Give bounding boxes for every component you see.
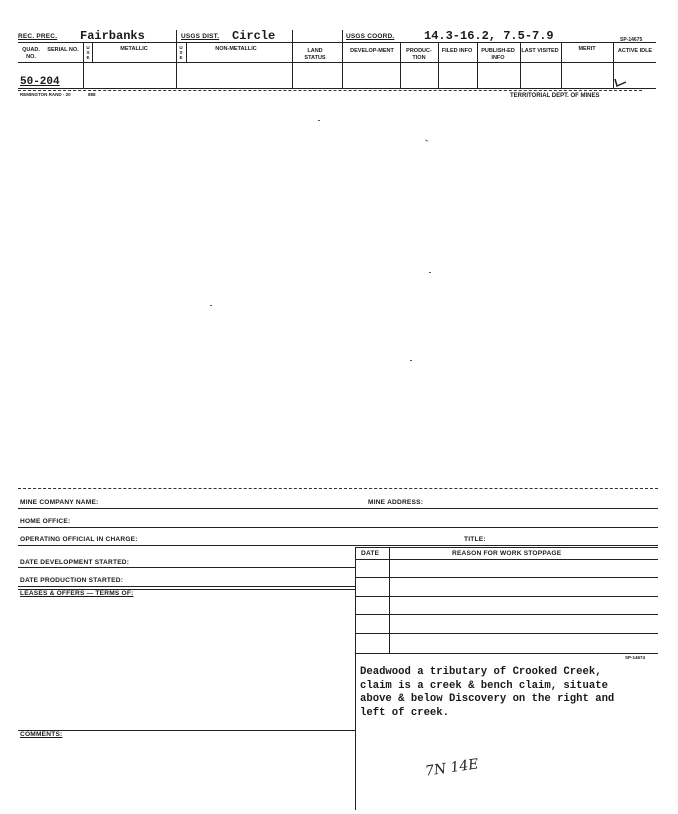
title-label: TITLE:: [464, 536, 486, 543]
operating-official-label: OPERATING OFFICIAL IN CHARGE:: [20, 536, 138, 543]
reason-column-header: REASON FOR WORK STOPPAGE: [452, 550, 562, 557]
date-production-started-label: DATE PRODUCTION STARTED:: [20, 577, 124, 584]
leases-offers-label: LEASES & OFFERS — TERMS OF:: [20, 590, 134, 597]
note-line: left of creek.: [360, 706, 450, 719]
mine-company-name-label: MINE COMPANY NAME:: [20, 499, 99, 506]
scan-speck: [410, 360, 412, 361]
comments-label: COMMENTS:: [20, 731, 63, 738]
col-filed-info: FILED INFO: [441, 48, 473, 54]
usgs-dist-label: USGS DIST.: [181, 33, 220, 40]
note-line: claim is a creek & bench claim, situate: [360, 679, 608, 692]
handwritten-mark: 7N 14E: [424, 756, 480, 780]
col-quad-no: QUAD. NO.: [22, 47, 40, 60]
rec-prec-label: REC. PREC.: [18, 33, 58, 40]
scan-speck: [429, 272, 431, 273]
form-number: SP-14675: [620, 37, 643, 43]
date-column-header: DATE: [361, 550, 380, 557]
printer-code: 888: [88, 92, 96, 97]
note-line: above & below Discovery on the right and: [360, 693, 615, 705]
quad-serial-value: 50-204: [20, 76, 60, 88]
scan-speck: [210, 305, 212, 306]
col-serial-no: SERIAL NO.: [47, 47, 79, 53]
col-use-metallic: U S E: [86, 45, 90, 60]
usgs-dist-value: Circle: [232, 29, 276, 43]
col-merit: MERIT: [578, 46, 596, 52]
col-land-status: LAND STATUS: [304, 48, 326, 61]
checkmark-icon: [614, 76, 628, 88]
home-office-label: HOME OFFICE:: [20, 518, 71, 525]
printer-label: REMINGTON RAND - 20: [20, 92, 71, 97]
col-non-metallic: NON-METALLIC: [215, 46, 257, 52]
department-label: TERRITORIAL DEPT. OF MINES: [510, 93, 600, 99]
date-development-started-label: DATE DEVELOPMENT STARTED:: [20, 559, 130, 566]
col-last-visited: LAST VISITED: [521, 48, 559, 54]
note-line: Deadwood a tributary of Crooked Creek,: [360, 666, 602, 678]
typed-note: [360, 666, 660, 720]
scan-speck: [425, 139, 428, 141]
mine-address-label: MINE ADDRESS:: [368, 499, 424, 506]
usgs-coord-value: 14.3-16.2, 7.5-7.9: [424, 29, 554, 43]
rec-prec-value: Fairbanks: [80, 29, 145, 43]
col-use-nonmetallic: U S E: [179, 45, 183, 60]
scan-speck: [318, 120, 320, 121]
col-published-info: PUBLISH-ED INFO: [481, 48, 515, 61]
col-metallic: METALLIC: [120, 46, 148, 52]
form-number-2: SP-14674: [625, 655, 646, 660]
col-active-idle: ACTIVE IDLE: [617, 48, 653, 54]
col-development: DEVELOP-MENT: [350, 48, 394, 54]
usgs-coord-label: USGS COORD.: [346, 33, 395, 40]
col-production: PRODUC-TION: [406, 48, 432, 61]
